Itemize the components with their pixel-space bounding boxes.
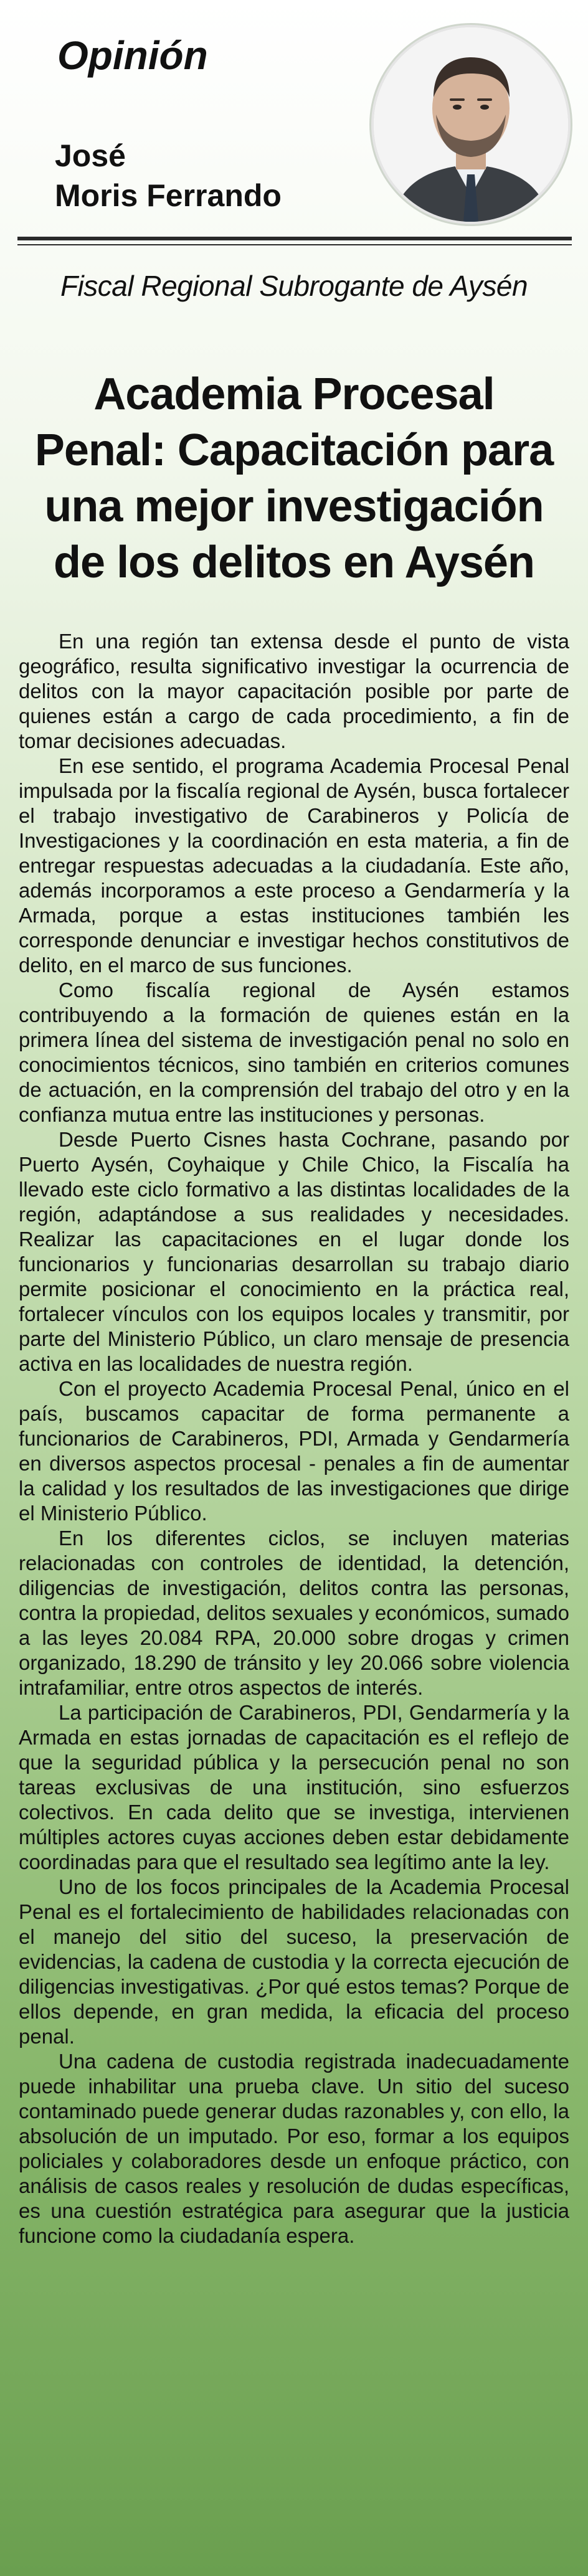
author-photo [371, 25, 571, 224]
article-paragraph: La participación de Carabineros, PDI, Gendarmería y la Armada en estas jornadas de capacitación es el reflejo de que la seguridad pública y la persecución penal no son tareas exclusivas de una institución, sino esfuerzos colectivos. En cada delito que se investiga, intervienen múltiples actores cuyas acciones deben estar debidamente coordinadas para que el resultado sea legítimo ante la ley. [19, 1701, 569, 1873]
author-role: Fiscal Regional Subrogante de Aysén [60, 270, 528, 302]
article-paragraph: Con el proyecto Academia Procesal Penal, único en el país, buscamos capacitar de forma permanente a funcionarios de Carabineros, PDI, Armada y Gendarmería en diversos aspectos procesal - penales a fin de aumentar la calidad y los resultados de las investigaciones que dirige el Ministerio Público. [19, 1377, 569, 1525]
article-paragraph: En una región tan extensa desde el punto de vista geográfico, resulta significativo investigar la ocurrencia de delitos con la mayor capacitación posible por parte de quienes están a cargo de cada procedimiento, a fin de tomar decisiones adecuadas. [19, 630, 569, 752]
author-last-name: Moris Ferrando [55, 178, 282, 213]
header-divider [17, 237, 572, 240]
article-title: Academia Procesal Penal: Capacitación para una mejor investigación de los delitos en Aysén [34, 369, 554, 587]
author-portrait-icon [374, 27, 568, 222]
article-paragraph: Una cadena de custodia registrada inadecuadamente puede inhabilitar una prueba clave. Un sitio del suceso contaminado puede generar dudas razonables y, con ello, la absolución de un imputado. Por eso, formar a los equipos policiales y colaboradores desde un enfoque práctico, con análisis de casos reales y resolución de dudas específicas, es una cuestión estratégica para asegurar que la justicia funcione como la ciudadanía espera. [19, 2050, 569, 2247]
article-paragraph: Desde Puerto Cisnes hasta Cochrane, pasando por Puerto Aysén, Coyhaique y Chile Chico, la Fiscalía ha llevado este ciclo formativo a las distintas localidades de la región, adaptándose a sus realidades y necesidades. Realizar las capacitaciones en el lugar donde los funcionarios y funcionarias desarrollan su trabajo diario permite posicionar el conocimiento en la práctica real, fortalecer vínculos con los equipos locales y transmitir, por parte del Ministerio Público, un claro mensaje de presencia activa en las localidades de nuestra región. [19, 1128, 569, 1375]
article-header [0, 0, 588, 349]
article-paragraph: Como fiscalía regional de Aysén estamos contribuyendo a la formación de quienes están en la primera línea del sistema de investigación penal no solo en conocimientos técnicos, sino también en criterios comunes de actuación, en la comprensión del trabajo del otro y en la confianza mutua entre las instituciones y personas. [19, 978, 569, 1126]
author-name [55, 136, 282, 215]
article-body [19, 629, 569, 2248]
article-paragraph: En los diferentes ciclos, se incluyen materias relacionadas con controles de identidad, la detención, diligencias de investigación, delitos contra las personas, contra la propiedad, delitos sexuales y económicos, sumado a las leyes 20.084 RPA, 20.000 sobre drogas y crimen organizado, 18.290 de tránsito y ley 20.066 sobre violencia intrafamiliar, entre otros aspectos de interés. [19, 1527, 569, 1699]
section-label: Opinión [57, 33, 208, 78]
article-paragraph: En ese sentido, el programa Academia Procesal Penal impulsada por la fiscalía regional de Aysén, busca fortalecer el trabajo investigativo de Carabineros y Policía de Investigaciones y la coordinación en esta materia, a fin de entregar respuestas adecuadas a la ciudadanía. Este año, además incorporamos a este proceso a Gendarmería y la Armada, porque a estas instituciones también les corresponde denunciar e investigar hechos constitutivos de delito, en el marco de sus funciones. [19, 754, 569, 977]
author-first-name: José [55, 138, 126, 173]
article-paragraph: Uno de los focos principales de la Academia Procesal Penal es el fortalecimiento de habilidades relacionadas con el manejo del sitio del suceso, la preservación de evidencias, la cadena de custodia y la correcta ejecución de diligencias investigativas. ¿Por qué estos temas? Porque de ellos depende, en gran medida, la eficacia del proceso penal. [19, 1875, 569, 2048]
header-divider-thin [17, 244, 572, 245]
